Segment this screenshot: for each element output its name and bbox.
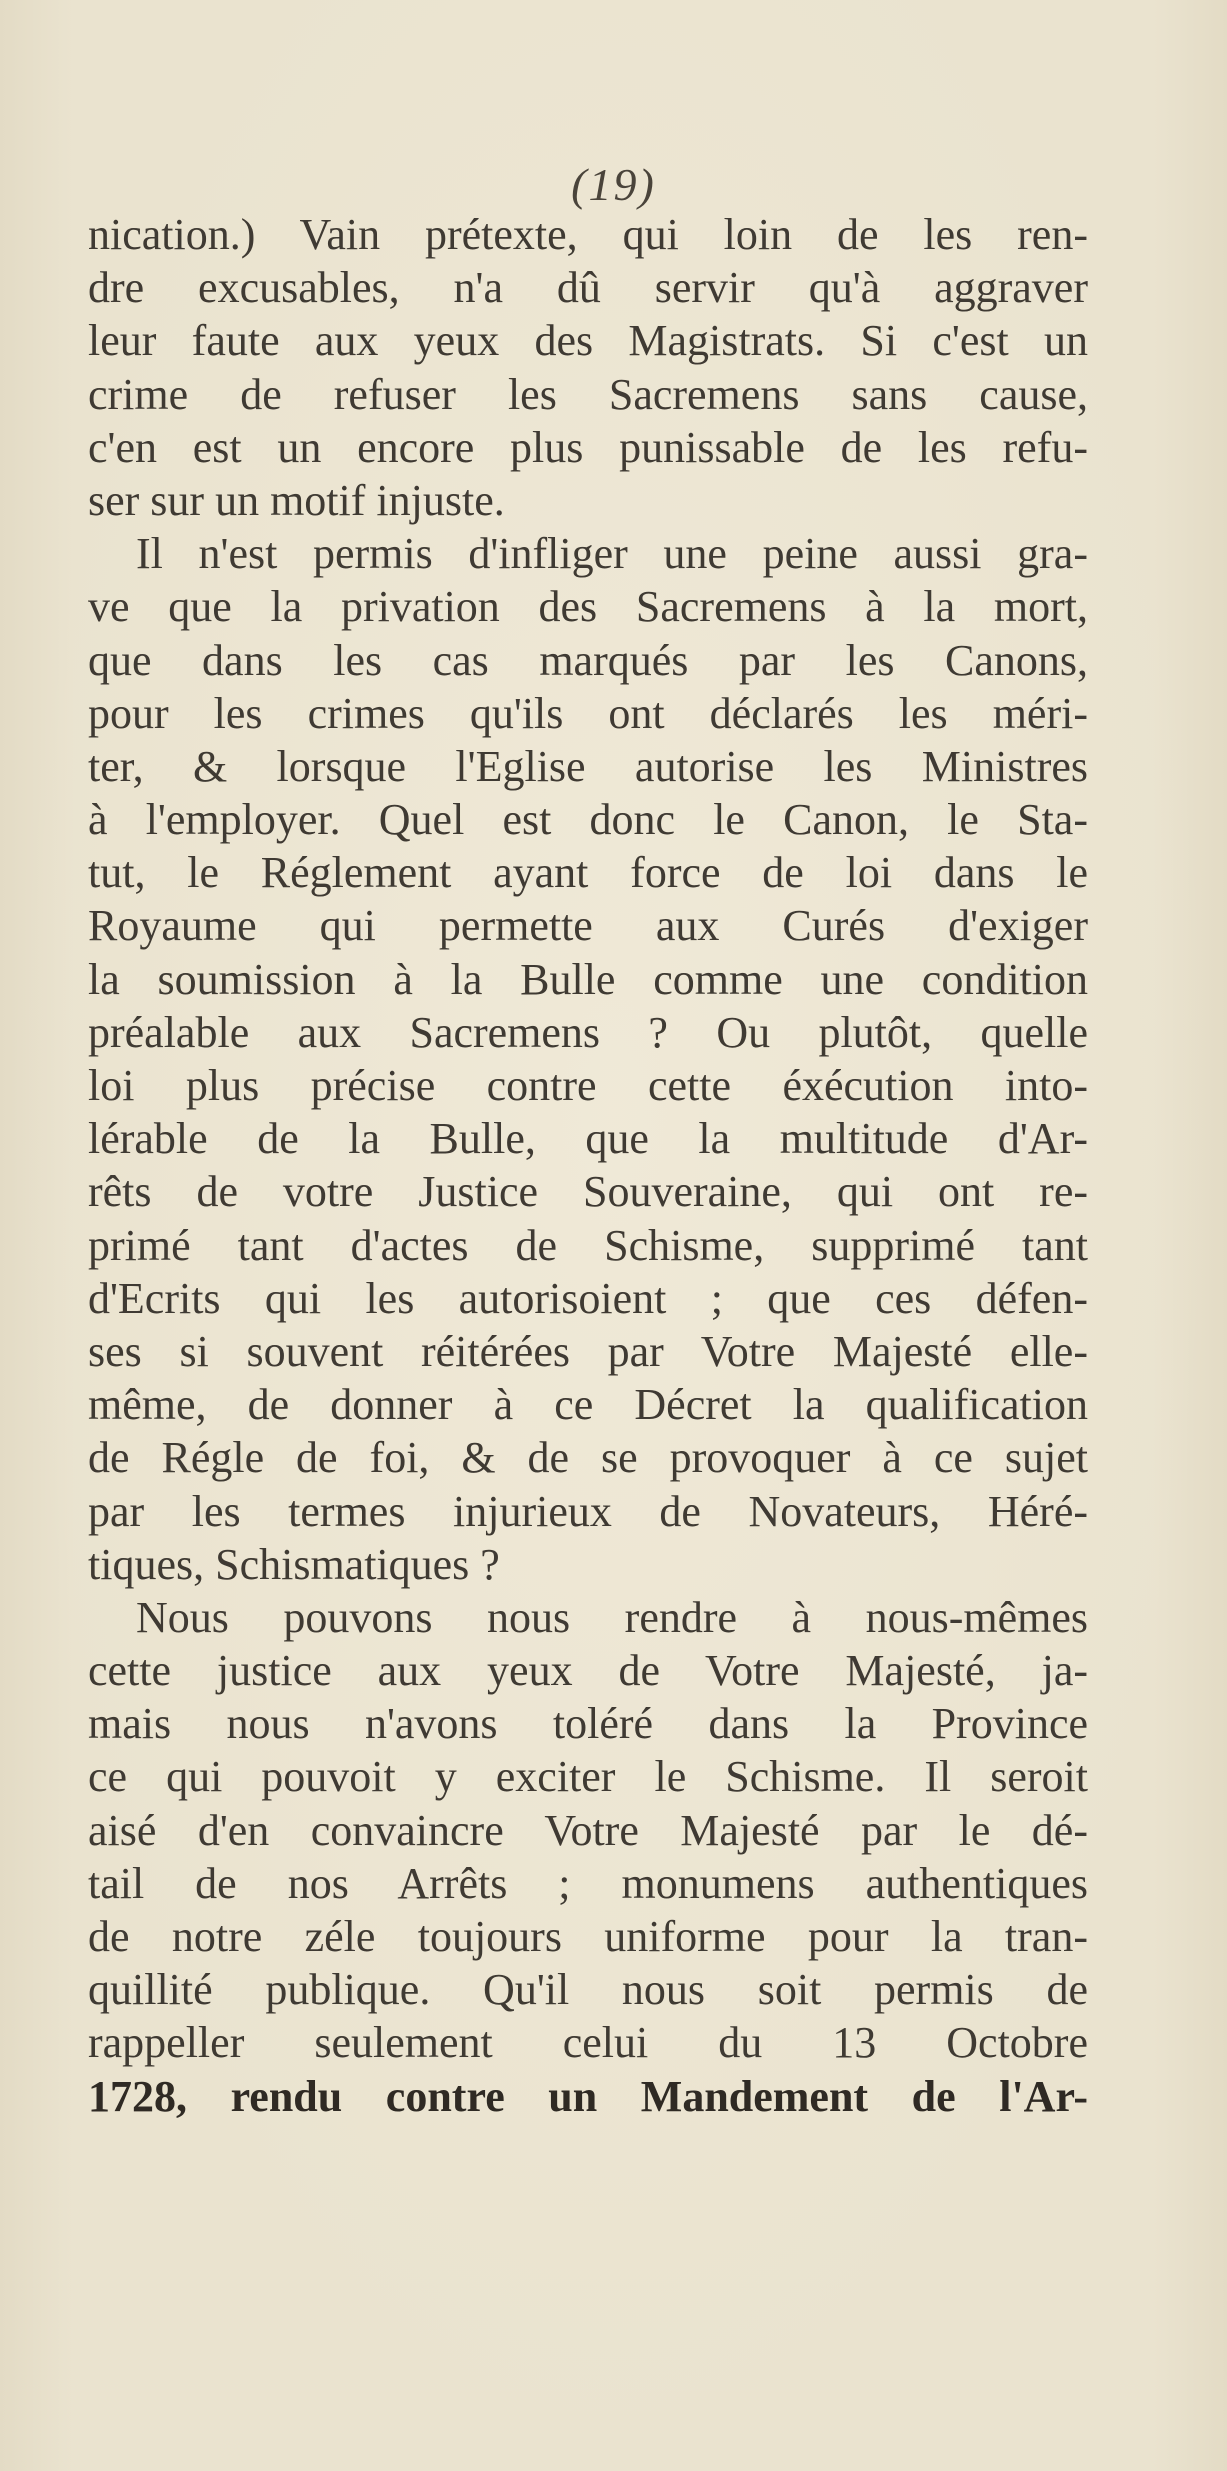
text-line: primé tant d'actes de Schisme, supprimé tant [88, 1220, 1088, 1270]
text-line: ses si souvent réitérées par Votre Majesté elle- [88, 1326, 1088, 1376]
text-line: tail de nos Arrêts ; monumens authentiques [88, 1858, 1088, 1908]
text-line: ve que la privation des Sacremens à la mort, [88, 582, 1088, 632]
text-line: lérable de la Bulle, que la multitude d'Ar- [88, 1114, 1088, 1164]
text-line: de Régle de foi, & de se provoquer à ce sujet [88, 1433, 1088, 1483]
text-line: d'Ecrits qui les autorisoient ; que ces défen- [88, 1273, 1088, 1323]
text-line: aisé d'en convaincre Votre Majesté par le dé- [88, 1805, 1088, 1855]
text-line: ce qui pouvoit y exciter le Schisme. Il seroit [88, 1752, 1088, 1802]
text-line: mais nous n'avons toléré dans la Province [88, 1699, 1088, 1749]
paragraph-first-line: Nous pouvons nous rendre à nous-mêmes [136, 1592, 1088, 1642]
text-line: tiques, Schismatiques ? [88, 1539, 500, 1589]
text-line: par les termes injurieux de Novateurs, Héré- [88, 1486, 1088, 1536]
text-line: la soumission à la Bulle comme une condition [88, 954, 1088, 1004]
text-line: 1728, rendu contre un Mandement de l'Ar- [88, 2071, 1088, 2121]
text-line: Royaume qui permette aux Curés d'exiger [88, 901, 1088, 951]
text-line: c'en est un encore plus punissable de les refu- [88, 422, 1088, 472]
text-line: tut, le Réglement ayant force de loi dans le [88, 848, 1088, 898]
text-line: de notre zéle toujours uniforme pour la tran- [88, 1912, 1088, 1961]
text-line: leur faute aux yeux des Magistrats. Si c'est un [88, 316, 1088, 366]
text-line: que dans les cas marqués par les Canons, [88, 635, 1088, 685]
text-line: à l'employer. Quel est donc le Canon, le Sta- [88, 795, 1088, 845]
text-line: même, de donner à ce Décret la qualification [88, 1380, 1088, 1430]
text-line: crime de refuser les Sacremens sans cause, [88, 369, 1088, 419]
body-text [88, 208, 1088, 2123]
text-line: rappeller seulement celui du 13 Octobre [88, 2018, 1088, 2068]
text-line: cette justice aux yeux de Votre Majesté, ja- [88, 1646, 1088, 1696]
page-number: (19) [571, 159, 656, 210]
text-line: dre excusables, n'a dû servir qu'à aggraver [88, 263, 1088, 313]
text-line: pour les crimes qu'ils ont déclarés les méri- [88, 688, 1088, 738]
paragraph-first-line: Il n'est permis d'infliger une peine aussi gra- [136, 529, 1088, 579]
text-line: préalable aux Sacremens ? Ou plutôt, quelle [88, 1007, 1088, 1057]
text-line: ter, & lorsque l'Eglise autorise les Ministres [88, 741, 1088, 791]
text-line: loi plus précise contre cette éxécution into- [88, 1061, 1088, 1110]
text-line: nication.) Vain prétexte, qui loin de les ren- [88, 210, 1088, 259]
text-line: ser sur un motif injuste. [88, 475, 505, 525]
text-line: rêts de votre Justice Souveraine, qui ont re- [88, 1167, 1088, 1217]
text-line: quillité publique. Qu'il nous soit permis de [88, 1965, 1088, 2015]
